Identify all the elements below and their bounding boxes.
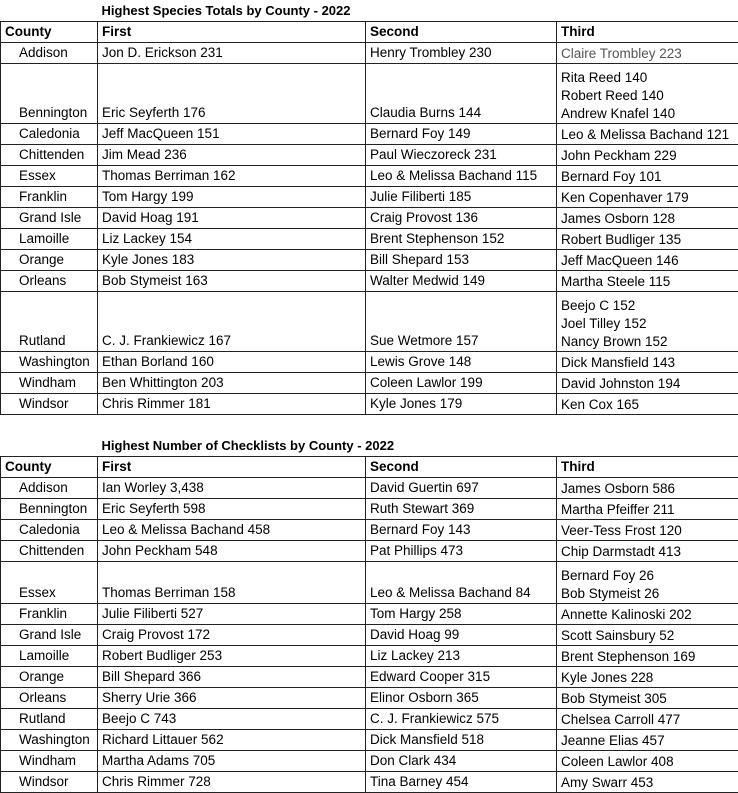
header-third[interactable]: Third <box>557 21 738 42</box>
table-row <box>1 186 738 207</box>
third-place-cell[interactable] <box>557 624 738 645</box>
third-place-entry: Jeff MacQueen 146 <box>561 252 738 270</box>
third-place-cell[interactable] <box>557 666 738 687</box>
third-place-cell[interactable] <box>557 519 738 540</box>
third-place-entry: Rita Reed 140 <box>561 69 738 87</box>
table-row <box>1 498 738 519</box>
second-place-cell[interactable]: Brent Stephenson 152 <box>366 228 557 249</box>
first-place-cell[interactable]: Eric Seyferth 598 <box>98 498 366 519</box>
third-place-entry: Joel Tilley 152 <box>561 315 738 333</box>
second-place-cell[interactable]: Claudia Burns 144 <box>366 63 557 123</box>
county-cell[interactable]: Rutland <box>1 708 98 729</box>
third-place-entry: Annette Kalinoski 202 <box>561 606 738 624</box>
third-place-entry: Martha Steele 115 <box>561 273 738 291</box>
header-county[interactable]: County <box>1 21 98 42</box>
third-place-entry: Ken Cox 165 <box>561 396 738 414</box>
third-place-entry: Leo & Melissa Bachand 121 <box>561 126 738 144</box>
third-place-entry: Kyle Jones 228 <box>561 669 738 687</box>
third-place-entry: Andrew Knafel 140 <box>561 105 738 123</box>
county-cell[interactable]: Caledonia <box>1 123 98 144</box>
table-row <box>1 561 738 603</box>
county-cell[interactable]: Franklin <box>1 603 98 624</box>
table-row <box>1 624 738 645</box>
table-row <box>1 144 738 165</box>
table-title-row <box>1 435 738 456</box>
county-cell[interactable]: Washington <box>1 729 98 750</box>
county-cell[interactable]: Essex <box>1 561 98 603</box>
table-row <box>1 540 738 561</box>
first-place-cell[interactable]: Kyle Jones 183 <box>98 249 366 270</box>
second-place-cell[interactable]: Sue Wetmore 157 <box>366 291 557 351</box>
third-place-cell[interactable] <box>557 771 738 792</box>
first-place-cell[interactable]: Julie Filiberti 527 <box>98 603 366 624</box>
third-place-cell[interactable] <box>557 393 738 414</box>
third-place-entry: James Osborn 128 <box>561 210 738 228</box>
first-place-cell[interactable]: Chris Rimmer 728 <box>98 771 366 792</box>
third-place-entry: Claire Trombley 223 <box>561 45 738 63</box>
third-place-cell[interactable] <box>557 351 738 372</box>
county-cell[interactable]: Windham <box>1 750 98 771</box>
table-row <box>1 708 738 729</box>
table-row <box>1 645 738 666</box>
third-place-cell[interactable] <box>557 540 738 561</box>
table-row <box>1 666 738 687</box>
table-title: Highest Species Totals by County - 2022 <box>98 0 738 21</box>
blank-cell[interactable] <box>98 414 366 435</box>
second-place-cell[interactable]: Paul Wieczoreck 231 <box>366 144 557 165</box>
first-place-cell[interactable]: Ian Worley 3,438 <box>98 477 366 498</box>
blank-cell[interactable] <box>1 435 98 456</box>
table-row <box>1 42 738 63</box>
first-place-cell[interactable]: Eric Seyferth 176 <box>98 63 366 123</box>
header-row <box>1 456 738 477</box>
first-place-cell[interactable]: John Peckham 548 <box>98 540 366 561</box>
county-cell[interactable]: Rutland <box>1 291 98 351</box>
table-row <box>1 123 738 144</box>
second-place-cell[interactable]: Elinor Osborn 365 <box>366 687 557 708</box>
table-row <box>1 372 738 393</box>
county-cell[interactable]: Bennington <box>1 63 98 123</box>
county-cell[interactable]: Orange <box>1 666 98 687</box>
second-place-cell[interactable]: David Hoag 99 <box>366 624 557 645</box>
county-cell[interactable]: Chittenden <box>1 540 98 561</box>
table-title: Highest Number of Checklists by County - 2022 <box>98 435 738 456</box>
county-cell[interactable]: Grand Isle <box>1 624 98 645</box>
first-place-cell[interactable]: C. J. Frankiewicz 167 <box>98 291 366 351</box>
third-place-entry: Scott Sainsbury 52 <box>561 627 738 645</box>
third-place-entry: Brent Stephenson 169 <box>561 648 738 666</box>
third-place-cell[interactable] <box>557 165 738 186</box>
third-place-entry: Beejo C 152 <box>561 297 738 315</box>
table-row <box>1 477 738 498</box>
county-cell[interactable]: Chittenden <box>1 144 98 165</box>
blank-cell[interactable] <box>1 414 98 435</box>
first-place-cell[interactable]: Sherry Urie 366 <box>98 687 366 708</box>
third-place-entry: Robert Reed 140 <box>561 87 738 105</box>
table-row <box>1 270 738 291</box>
first-place-cell[interactable]: Tom Hargy 199 <box>98 186 366 207</box>
third-place-entry: Amy Swarr 453 <box>561 774 738 792</box>
second-place-cell[interactable]: Don Clark 434 <box>366 750 557 771</box>
county-cell[interactable]: Addison <box>1 477 98 498</box>
table-row <box>1 519 738 540</box>
table-row <box>1 291 738 351</box>
county-cell[interactable]: Bennington <box>1 498 98 519</box>
first-place-cell[interactable]: Thomas Berriman 162 <box>98 165 366 186</box>
third-place-entry: Chelsea Carroll 477 <box>561 711 738 729</box>
table-row <box>1 393 738 414</box>
table-row <box>1 63 738 123</box>
second-place-cell[interactable]: Edward Cooper 315 <box>366 666 557 687</box>
second-place-cell[interactable]: Bill Shepard 153 <box>366 249 557 270</box>
table-row <box>1 249 738 270</box>
third-place-entry: Bernard Foy 26 <box>561 567 738 585</box>
county-cell[interactable]: Addison <box>1 42 98 63</box>
third-place-cell[interactable] <box>557 477 738 498</box>
second-place-cell[interactable]: Walter Medwid 149 <box>366 270 557 291</box>
third-place-entry: Nancy Brown 152 <box>561 333 738 351</box>
second-place-cell[interactable]: Craig Provost 136 <box>366 207 557 228</box>
county-cell[interactable]: Windham <box>1 372 98 393</box>
county-cell[interactable]: Franklin <box>1 186 98 207</box>
third-place-cell[interactable] <box>557 228 738 249</box>
county-cell[interactable]: Lamoille <box>1 645 98 666</box>
second-place-cell[interactable]: Kyle Jones 179 <box>366 393 557 414</box>
first-place-cell[interactable]: Craig Provost 172 <box>98 624 366 645</box>
table-row <box>1 687 738 708</box>
first-place-cell[interactable]: Chris Rimmer 181 <box>98 393 366 414</box>
county-cell[interactable]: Orleans <box>1 270 98 291</box>
spacer-row <box>1 414 738 435</box>
first-place-cell[interactable]: Thomas Berriman 158 <box>98 561 366 603</box>
third-place-cell[interactable] <box>557 750 738 771</box>
third-place-entry: John Peckham 229 <box>561 147 738 165</box>
third-place-entry: David Johnston 194 <box>561 375 738 393</box>
table-row <box>1 729 738 750</box>
header-first[interactable]: First <box>98 21 366 42</box>
first-place-cell[interactable]: Jeff MacQueen 151 <box>98 123 366 144</box>
third-place-entry: James Osborn 586 <box>561 480 738 498</box>
second-place-cell[interactable]: Lewis Grove 148 <box>366 351 557 372</box>
third-place-cell[interactable] <box>557 186 738 207</box>
third-place-entry: Chip Darmstadt 413 <box>561 543 738 561</box>
third-place-cell[interactable] <box>557 207 738 228</box>
table-row <box>1 771 738 792</box>
second-place-cell[interactable]: Julie Filiberti 185 <box>366 186 557 207</box>
second-place-cell[interactable]: Tom Hargy 258 <box>366 603 557 624</box>
third-place-cell[interactable] <box>557 603 738 624</box>
third-place-cell[interactable] <box>557 144 738 165</box>
table-row <box>1 207 738 228</box>
first-place-cell[interactable]: Martha Adams 705 <box>98 750 366 771</box>
third-place-entry: Ken Copenhaver 179 <box>561 189 738 207</box>
third-place-cell[interactable] <box>557 249 738 270</box>
third-place-entry: Dick Mansfield 143 <box>561 354 738 372</box>
third-place-entry: Jeanne Elias 457 <box>561 732 738 750</box>
blank-cell[interactable] <box>557 414 738 435</box>
second-place-cell[interactable]: Dick Mansfield 518 <box>366 729 557 750</box>
first-place-cell[interactable]: Robert Budliger 253 <box>98 645 366 666</box>
second-place-cell[interactable]: Bernard Foy 143 <box>366 519 557 540</box>
third-place-cell[interactable] <box>557 561 738 603</box>
first-place-cell[interactable]: Jon D. Erickson 231 <box>98 42 366 63</box>
header-third[interactable]: Third <box>557 456 738 477</box>
first-place-cell[interactable]: Ethan Borland 160 <box>98 351 366 372</box>
county-cell[interactable]: Orange <box>1 249 98 270</box>
header-second[interactable]: Second <box>366 21 557 42</box>
second-place-cell[interactable]: Leo & Melissa Bachand 84 <box>366 561 557 603</box>
table-row <box>1 165 738 186</box>
second-place-cell[interactable]: Coleen Lawlor 199 <box>366 372 557 393</box>
first-place-cell[interactable]: Bob Stymeist 163 <box>98 270 366 291</box>
table-title-row <box>1 0 738 21</box>
header-row <box>1 21 738 42</box>
third-place-entry: Robert Budliger 135 <box>561 231 738 249</box>
county-cell[interactable]: Lamoille <box>1 228 98 249</box>
second-place-cell[interactable]: David Guertin 697 <box>366 477 557 498</box>
county-cell[interactable]: Windsor <box>1 393 98 414</box>
first-place-cell[interactable]: Beejo C 743 <box>98 708 366 729</box>
third-place-entry: Veer-Tess Frost 120 <box>561 522 738 540</box>
second-place-cell[interactable]: Leo & Melissa Bachand 115 <box>366 165 557 186</box>
table-row <box>1 228 738 249</box>
second-place-cell[interactable]: Liz Lackey 213 <box>366 645 557 666</box>
third-place-entry: Bob Stymeist 305 <box>561 690 738 708</box>
county-cell[interactable]: Caledonia <box>1 519 98 540</box>
blank-cell[interactable] <box>1 0 98 21</box>
header-county[interactable]: County <box>1 456 98 477</box>
third-place-cell[interactable] <box>557 270 738 291</box>
first-place-cell[interactable]: Jim Mead 236 <box>98 144 366 165</box>
second-place-cell[interactable]: Ruth Stewart 369 <box>366 498 557 519</box>
county-cell[interactable]: Orleans <box>1 687 98 708</box>
third-place-cell[interactable] <box>557 729 738 750</box>
first-place-cell[interactable]: Leo & Melissa Bachand 458 <box>98 519 366 540</box>
first-place-cell[interactable]: Bill Shepard 366 <box>98 666 366 687</box>
county-cell[interactable]: Essex <box>1 165 98 186</box>
second-place-cell[interactable]: C. J. Frankiewicz 575 <box>366 708 557 729</box>
header-first[interactable]: First <box>98 456 366 477</box>
third-place-entry: Bob Stymeist 26 <box>561 585 738 603</box>
third-place-entry: Martha Pfeiffer 211 <box>561 501 738 519</box>
third-place-cell[interactable] <box>557 372 738 393</box>
second-place-cell[interactable]: Tina Barney 454 <box>366 771 557 792</box>
second-place-cell[interactable]: Pat Phillips 473 <box>366 540 557 561</box>
second-place-cell[interactable]: Bernard Foy 149 <box>366 123 557 144</box>
third-place-cell[interactable] <box>557 687 738 708</box>
second-place-cell[interactable]: Henry Trombley 230 <box>366 42 557 63</box>
third-place-cell[interactable] <box>557 498 738 519</box>
table-row <box>1 750 738 771</box>
county-cell[interactable]: Washington <box>1 351 98 372</box>
third-place-cell[interactable] <box>557 63 738 123</box>
third-place-entry: Bernard Foy 101 <box>561 168 738 186</box>
third-place-cell[interactable] <box>557 42 738 63</box>
county-cell[interactable]: Windsor <box>1 771 98 792</box>
third-place-cell[interactable] <box>557 708 738 729</box>
first-place-cell[interactable]: Ben Whittington 203 <box>98 372 366 393</box>
third-place-cell[interactable] <box>557 291 738 351</box>
third-place-entry: Coleen Lawlor 408 <box>561 753 738 771</box>
table-row <box>1 351 738 372</box>
third-place-cell[interactable] <box>557 645 738 666</box>
first-place-cell[interactable]: Richard Littauer 562 <box>98 729 366 750</box>
first-place-cell[interactable]: Liz Lackey 154 <box>98 228 366 249</box>
blank-cell[interactable] <box>366 414 557 435</box>
first-place-cell[interactable]: David Hoag 191 <box>98 207 366 228</box>
table-row <box>1 603 738 624</box>
header-second[interactable]: Second <box>366 456 557 477</box>
county-cell[interactable]: Grand Isle <box>1 207 98 228</box>
third-place-cell[interactable] <box>557 123 738 144</box>
